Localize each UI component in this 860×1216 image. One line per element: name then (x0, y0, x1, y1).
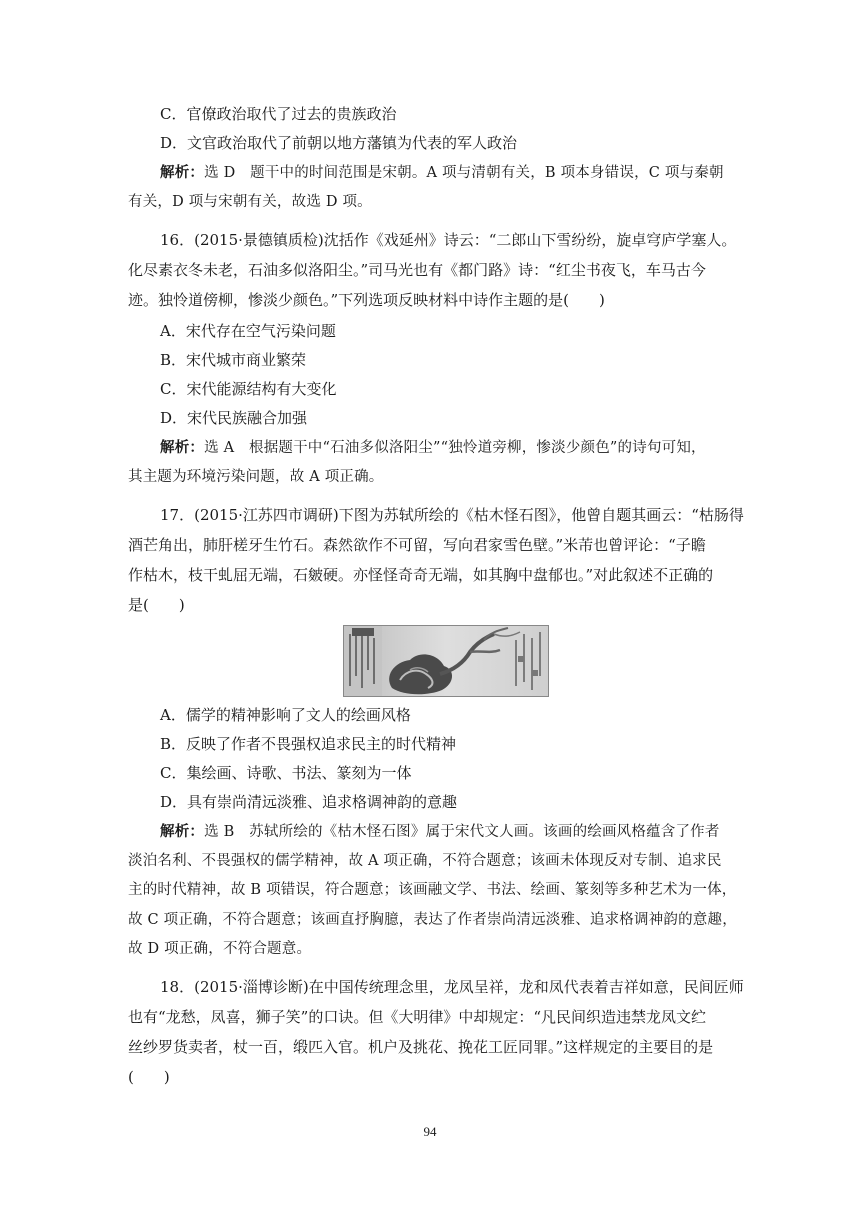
question-text: )沈括作《戏延州》诗云：“二郎山下雪纷纷，旋卓穹庐学塞人。 (317, 231, 737, 249)
question-17-line1 (160, 505, 744, 525)
analysis-q16-line1 (160, 438, 706, 458)
option-b-q16: B．宋代城市商业繁荣 (160, 351, 307, 369)
option-d-q16: D．宋代民族融合加强 (160, 409, 308, 427)
analysis-q15-line2: 有关，D 项与宋朝有关，故选 D 项。 (128, 194, 372, 210)
option-d-q15: D．文官政治取代了前朝以地方藩镇为代表的军人政治 (160, 134, 518, 152)
analysis-q15-line1 (160, 163, 724, 183)
question-source: 淄博诊断 (242, 978, 303, 996)
option-a-q16: A．宋代存在空气污染问题 (160, 322, 336, 340)
question-16-line1 (160, 230, 736, 250)
question-source: 江苏四市调研 (242, 506, 333, 524)
analysis-q17-line4: 故 C 项正确，不符合题意；该画直抒胸臆，表达了作者崇尚清远淡雅、追求格调神韵的意趣， (128, 912, 737, 928)
option-c-q16: C．宋代能源结构有大变化 (160, 380, 337, 398)
question-number: 18．(2015· (160, 978, 243, 996)
question-18-line3: 丝纱罗货卖者，杖一百，缎匹入官。机户及挑花、挽花工匠同罪。”这样规定的主要目的是 (128, 1038, 714, 1056)
dead-tree-strange-rock-painting (344, 626, 548, 696)
analysis-label: 解析： (160, 165, 205, 181)
option-d-q17: D．具有崇尚清远淡雅、追求格调神韵的意趣 (160, 793, 458, 811)
question-17-line4: 是( ) (128, 596, 185, 614)
question-18-line1 (160, 977, 744, 997)
question-text: )在中国传统理念里，龙凤呈祥，龙和凤代表着吉祥如意，民间匠师 (302, 978, 744, 996)
analysis-text: 选 B 苏轼所绘的《枯木怪石图》属于宋代文人画。该画的绘画风格蕴含了作者 (204, 824, 720, 840)
question-17-line3: 作枯木，枝干虬屈无端，石皴硬。亦怪怪奇奇无端，如其胸中盘郁也。”对此叙述不正确的 (128, 566, 714, 584)
question-18-line2: 也有“龙愁，凤喜，狮子笑”的口诀。但《大明律》中却规定：“凡民间织造违禁龙凤文纻 (128, 1008, 707, 1026)
painting-image (343, 625, 549, 697)
page-number: 94 (423, 1124, 437, 1139)
analysis-q17-line3: 主的时代精神，故 B 项错误，符合题意；该画融文学、书法、绘画、篆刻等多种艺术为一体， (128, 882, 737, 898)
analysis-q17-line5: 故 D 项正确，不符合题意。 (128, 941, 312, 957)
option-a-q17: A．儒学的精神影响了文人的绘画风格 (160, 706, 411, 724)
question-17-line2: 酒芒角出，肺肝槎牙生竹石。森然欲作不可留，写向君家雪色壁。”米芾也曾评论：“子瞻 (128, 536, 706, 554)
analysis-q17-line2: 淡泊名利、不畏强权的儒学精神，故 A 项正确，不符合题意；该画未体现反对专制、追求民 (128, 853, 722, 869)
analysis-q17-line1 (160, 822, 720, 842)
question-source: 景德镇质检 (242, 231, 318, 249)
analysis-q16-line2: 其主题为环境污染问题，故 A 项正确。 (128, 469, 384, 485)
question-number: 17．(2015· (160, 506, 243, 524)
analysis-label: 解析： (160, 824, 205, 840)
question-text: )下图为苏轼所绘的《枯木怪石图》，他曾自题其画云：“枯肠得 (332, 506, 744, 524)
analysis-text: 选 D 题干中的时间范围是宋朝。A 项与清朝有关，B 项本身错误，C 项与秦朝 (204, 165, 724, 181)
analysis-label: 解析： (160, 440, 205, 456)
analysis-text: 选 A 根据题干中“石油多似洛阳尘”“独怜道旁柳，惨淡少颜色”的诗句可知， (204, 440, 706, 456)
option-b-q17: B．反映了作者不畏强权追求民主的时代精神 (160, 735, 457, 753)
question-number: 16．(2015· (160, 231, 243, 249)
option-c-q17: C．集绘画、诗歌、书法、篆刻为一体 (160, 764, 412, 782)
question-16-line3: 迹。独怜道傍柳，惨淡少颜色。”下列选项反映材料中诗作主题的是( ) (128, 291, 605, 309)
question-16-line2: 化尽素衣冬未老，石油多似洛阳尘。”司马光也有《都门路》诗：“红尘书夜飞，车马古今 (128, 261, 706, 279)
question-18-line4: ( ) (128, 1068, 170, 1086)
option-c-q15: C．官僚政治取代了过去的贵族政治 (160, 105, 397, 123)
